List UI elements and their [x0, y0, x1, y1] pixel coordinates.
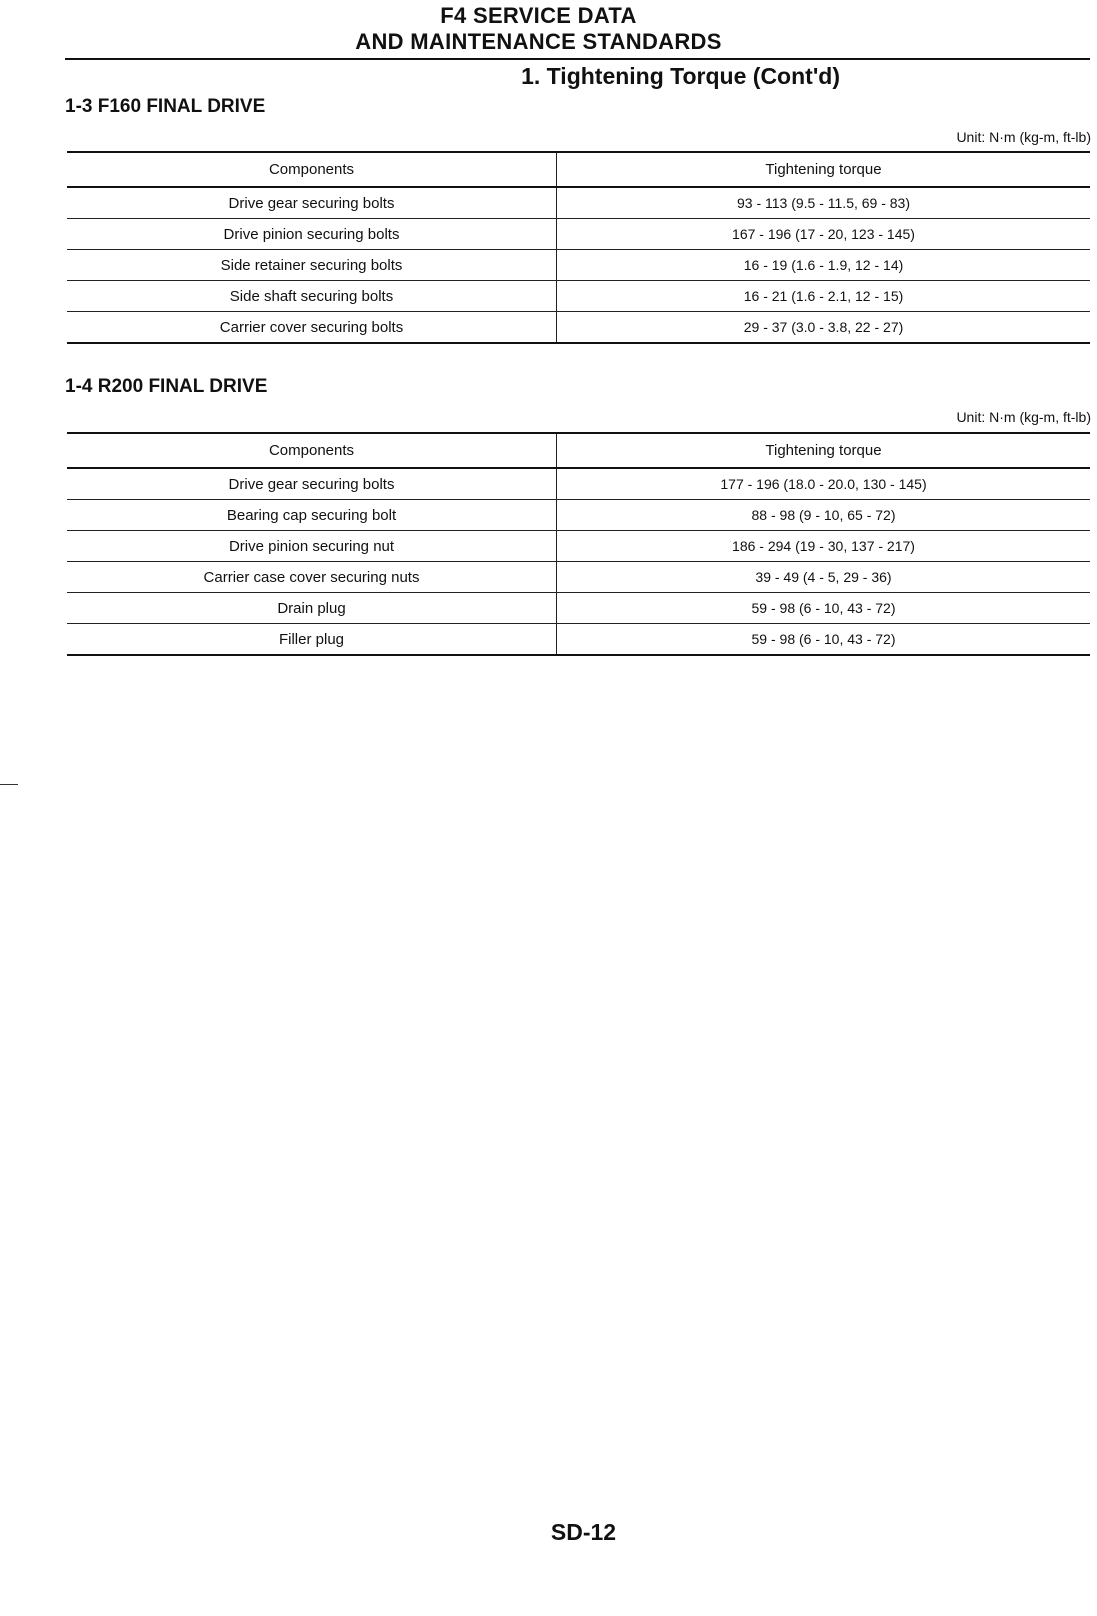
component-cell: Drive pinion securing nut	[67, 531, 557, 562]
component-cell: Bearing cap securing bolt	[67, 500, 557, 531]
column-header-components: Components	[67, 152, 557, 187]
torque-cell: 16 - 19 (1.6 - 1.9, 12 - 14)	[557, 250, 1091, 281]
torque-cell: 186 - 294 (19 - 30, 137 - 217)	[557, 531, 1091, 562]
section-heading-f160: 1-3 F160 FINAL DRIVE	[65, 96, 266, 117]
margin-mark	[0, 784, 18, 785]
table-row	[67, 219, 1090, 250]
column-header-torque: Tightening torque	[557, 433, 1091, 468]
torque-table-f160	[67, 151, 1090, 344]
unit-note-f160: Unit: N·m (kg-m, ft-lb)	[956, 129, 1091, 145]
torque-cell: 39 - 49 (4 - 5, 29 - 36)	[557, 562, 1091, 593]
component-cell: Side shaft securing bolts	[67, 281, 557, 312]
torque-cell: 177 - 196 (18.0 - 20.0, 130 - 145)	[557, 468, 1091, 500]
torque-cell: 59 - 98 (6 - 10, 43 - 72)	[557, 624, 1091, 656]
page-title-line2: AND MAINTENANCE STANDARDS	[355, 29, 722, 54]
page-subtitle: 1. Tightening Torque (Cont'd)	[521, 63, 840, 89]
table-row	[67, 531, 1090, 562]
component-cell: Drive gear securing bolts	[67, 468, 557, 500]
component-cell: Drive gear securing bolts	[67, 187, 557, 219]
torque-table-r200	[67, 432, 1090, 656]
table-row	[67, 500, 1090, 531]
component-cell: Carrier cover securing bolts	[67, 312, 557, 344]
header-divider	[65, 58, 1090, 60]
component-cell: Filler plug	[67, 624, 557, 656]
table-row	[67, 281, 1090, 312]
unit-note-r200: Unit: N·m (kg-m, ft-lb)	[956, 409, 1091, 425]
table-row	[67, 624, 1090, 656]
table-row	[67, 250, 1090, 281]
table-row	[67, 312, 1090, 344]
component-cell: Side retainer securing bolts	[67, 250, 557, 281]
section-heading-r200: 1-4 R200 FINAL DRIVE	[65, 376, 268, 397]
table-row	[67, 562, 1090, 593]
torque-cell: 167 - 196 (17 - 20, 123 - 145)	[557, 219, 1091, 250]
table-row	[67, 468, 1090, 500]
torque-cell: 16 - 21 (1.6 - 2.1, 12 - 15)	[557, 281, 1091, 312]
table-row	[67, 593, 1090, 624]
table-row	[67, 187, 1090, 219]
torque-cell: 29 - 37 (3.0 - 3.8, 22 - 27)	[557, 312, 1091, 344]
component-cell: Drive pinion securing bolts	[67, 219, 557, 250]
column-header-torque: Tightening torque	[557, 152, 1091, 187]
page-number: SD-12	[550, 1519, 617, 1545]
table-header-row	[67, 152, 1090, 187]
table-header-row	[67, 433, 1090, 468]
torque-cell: 93 - 113 (9.5 - 11.5, 69 - 83)	[557, 187, 1091, 219]
torque-cell: 88 - 98 (9 - 10, 65 - 72)	[557, 500, 1091, 531]
page-header	[0, 0, 1097, 100]
component-cell: Carrier case cover securing nuts	[67, 562, 557, 593]
component-cell: Drain plug	[67, 593, 557, 624]
column-header-components: Components	[67, 433, 557, 468]
page-title-line1: F4 SERVICE DATA	[440, 3, 637, 28]
torque-cell: 59 - 98 (6 - 10, 43 - 72)	[557, 593, 1091, 624]
